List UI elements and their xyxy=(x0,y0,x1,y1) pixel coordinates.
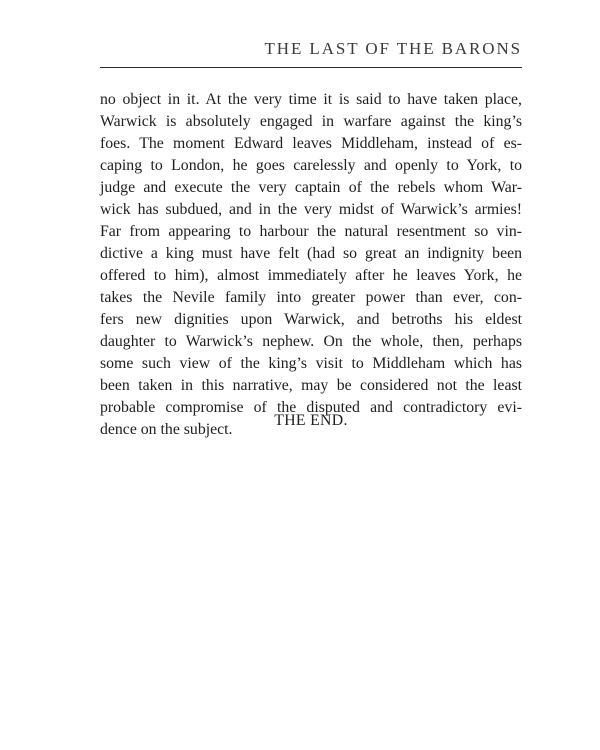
text-line: Far from appearing to harbour the natural resentment so vin- xyxy=(100,223,522,240)
text-line: some such view of the king’s visit to Middleham which has xyxy=(100,355,522,372)
text-line: probable compromise of the disputed and contradictory evi- xyxy=(100,399,522,416)
body-paragraph xyxy=(100,89,522,441)
text-line: takes the Nevile family into greater power than ever, con- xyxy=(100,289,522,306)
text-line: dence on the subject. xyxy=(100,421,233,438)
running-head-title: THE LAST OF THE BARONS xyxy=(264,39,522,58)
text-line: judge and execute the very captain of the rebels whom War- xyxy=(100,179,522,196)
text-line: offered to him), almost immediately after he leaves York, he xyxy=(100,267,522,284)
text-line: wick has subdued, and in the very midst of Warwick’s armies! xyxy=(100,201,522,218)
text-line: daughter to Warwick’s nephew. On the whole, then, perhaps xyxy=(100,333,522,350)
text-line: Warwick is absolutely engaged in warfare against the king’s xyxy=(100,113,522,130)
text-line: foes. The moment Edward leaves Middleham, instead of es- xyxy=(100,135,522,152)
text-line: no object in it. At the very time it is said to have taken place, xyxy=(100,91,522,108)
text-line: fers new dignities upon Warwick, and betroths his eldest xyxy=(100,311,522,328)
text-line: caping to London, he goes carelessly and openly to York, to xyxy=(100,157,522,174)
text-line: dictive a king must have felt (had so great an indignity been xyxy=(100,245,522,262)
text-line: been taken in this narrative, may be considered not the least xyxy=(100,377,522,394)
the-end-label: THE END. xyxy=(274,412,348,429)
header-rule xyxy=(100,67,522,68)
